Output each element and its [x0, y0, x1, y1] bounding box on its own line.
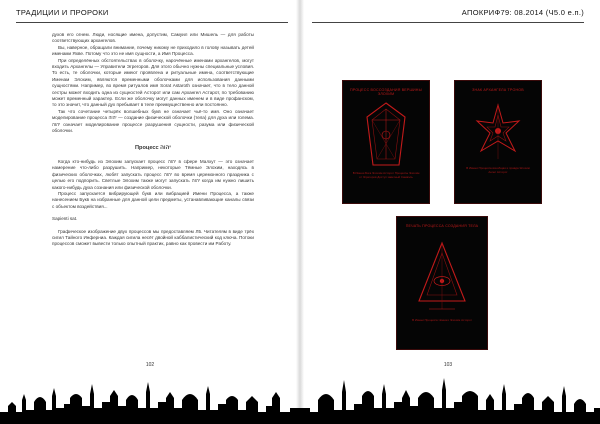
paragraph: При определённых обстоятельствах в оболочку, нарочённые именами архангелов, могут входить Архангелы — Управители Эгрегоров. Для этого обычно нужны специальные условия. То есть, те оболочки, которые имеют проявлена и ритуальные имена, соответствующие Именам Элохим, являются временными оболочками для использования данными сущностями. Например, во время ритуалов имя Sorat Astaroth означает, что в тело данной сестры может входить одна из сущностей Асторот или сам Архангел Астарот, по требованию может временный характер. Если же оболочку могут данных именем и в виде профанском, то это значит, что данный дух пребывает в теле преимущественно или постоянно. [52, 57, 254, 108]
right-page-number: 103 [443, 362, 453, 368]
right-running-header [312, 8, 584, 23]
city-skyline-silhouette [0, 372, 600, 424]
sigil-card-title: ЗНАК АРХАНГЕЛА ТРОНОВ [472, 88, 524, 92]
paragraph: Так что сочетание четырёх волшебных букв не означает чьё-то имя. Оно означает моделирование процесса יהוה — создание физической оболочки (тела) для духа или голема. יהוה означает моделирование процессе разрушения сущности, разума или физической оболочки. [52, 108, 254, 134]
closing-phrase: Sapienti sat. [52, 216, 78, 222]
sigil-card-2 [454, 80, 542, 204]
triangle-eye-sigil-icon [415, 239, 469, 313]
paragraph: духов его огнем. Люди, носящие имена, допустим, Самуил или Мишель — для работы соответствующих архангелов. [52, 32, 254, 44]
left-page-number: 102 [145, 362, 155, 368]
sigil-card-title: ПРОЦЕСС ВОССОЗДАНИЯ ВЕРШИНЫ ЭЛОХИМ [350, 88, 422, 97]
sigil-card-1 [342, 80, 430, 204]
paragraph: Вы, наверное, обращали внимание, почему никому не приходило в голову называть детей именами Яхве. Потому что это не имя сущности, а Имя Процесса. [52, 44, 254, 57]
sigil-card-caption: В Имени Бога Элохим Асторот Процессы Элохим от Эгрегоров Доступ заветный Самаэль [352, 171, 420, 179]
sigil-card-title: ПЕЧАТЬ ПРОЦЕССА СОЗДАНИЯ ТЕЛА [405, 224, 479, 228]
right-page [300, 0, 600, 424]
sigil-card-caption: В Имени Процесса всеобщая и правда Элохим Ангел Асторот [466, 166, 530, 174]
star-sigil-icon [473, 101, 523, 163]
sigil-card-3 [396, 216, 488, 350]
paragraph: Графическое изображение двух процессов мы предоставляем Л5. Читателям в виде трёх сигил Тайного Инферниа. Каждая сигила несёт двойной каббалистический код ключа. Потоки процессов сможет вывести только опытный практик, равно как провести им Работу. [52, 228, 254, 247]
diamond-sigil-icon [361, 101, 411, 169]
sigil-card-caption: В Имени Процесса тёмного Элохим Асторот [412, 318, 472, 322]
section-heading: Процесс יהוה [135, 144, 171, 151]
paragraph: Процесс запускается вибрирующей букв или вибрацией Имени Процесса, а также нанесением Букв на избранные для данной цели предметы, устанавливающие каналы связи с объектом воздействия... [52, 190, 254, 209]
left-running-header [16, 8, 288, 23]
paragraph: Когда кто-нибудь из Элохим запускает процесс יהוה в сфере Малхут — это означает намерение что-либо разрушить. Например, некоторые Тёмные Элохим, находясь в физических оболочках, любят запускать процесс יהוה во время церемонного праздника с целью его подпорить. Светлые Элохим также могут запускать יהוה когда им нужно лишить какого-нибудь духа сознания или физической оболочки. [52, 158, 254, 190]
left-header-title: ТРАДИЦИИ И ПРОРОКИ [16, 8, 109, 17]
right-header-title: АПОКРИФ79: 08.2014 (Ч5.0 е.п.) [461, 8, 584, 17]
left-body-text [52, 32, 254, 248]
